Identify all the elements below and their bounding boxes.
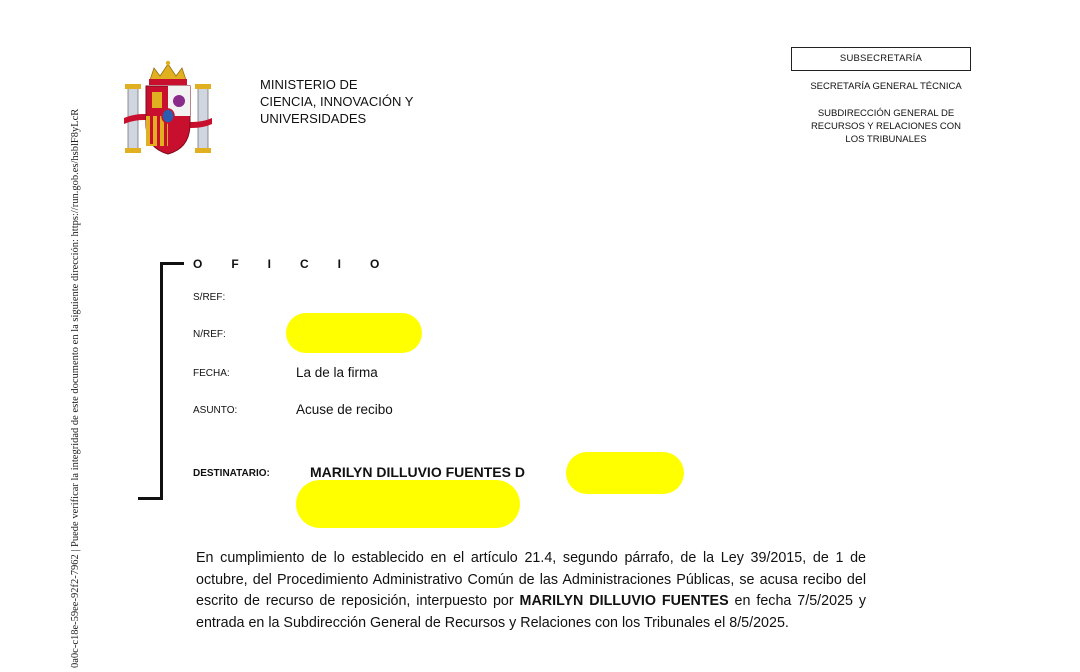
asunto-label: ASUNTO: bbox=[193, 405, 238, 416]
sref-label: S/REF: bbox=[193, 292, 226, 303]
bracket-side-line bbox=[160, 262, 163, 500]
body-paragraph bbox=[196, 548, 866, 634]
subdireccion-line: RECURSOS Y RELACIONES CON bbox=[810, 121, 962, 132]
bracket-top-line bbox=[160, 262, 184, 265]
ministry-line: UNIVERSIDADES bbox=[260, 111, 367, 126]
redaction-mark bbox=[286, 313, 422, 353]
subdireccion-line: SUBDIRECCIÓN GENERAL DE bbox=[817, 108, 955, 119]
destinatario-label: DESTINATARIO: bbox=[193, 468, 270, 479]
nref-label: N/REF: bbox=[193, 329, 226, 340]
coat-of-arms-logo bbox=[122, 58, 214, 158]
bracket-bottom-line bbox=[138, 497, 163, 500]
verification-margin-text: 0a0c-c18e-59ee-92f2-7962 | Puede verificar la integridad de este documento en la siguiente dirección: https://run.gob.es/hsblF8yLcR bbox=[70, 108, 81, 668]
oficio-title: OFICIO bbox=[193, 257, 409, 271]
subsecretaria-box: SUBSECRETARÍA bbox=[791, 47, 971, 71]
secretaria-general: SECRETARÍA GENERAL TÉCNICA bbox=[810, 81, 962, 92]
fecha-value: La de la firma bbox=[296, 365, 378, 380]
fecha-label: FECHA: bbox=[193, 368, 230, 379]
body-text-part1: En cumplimiento de lo establecido en el artículo 21.4, segundo párrafo, de la Ley 39/2015, de 1 de octubre, del Procedimiento Administrativo Común de las Administraciones Públicas, se acusa recibo del escrito de recurso de reposición, interpuesto por bbox=[196, 550, 866, 609]
body-text-part2: en fecha 7/5/2025 y entrada en la Subdirección General de Recursos y Relaciones con los Tribunales el 8/5/2025. bbox=[196, 593, 866, 631]
redaction-mark bbox=[296, 480, 520, 528]
destinatario-value: MARILYN DILLUVIO FUENTES D bbox=[310, 464, 525, 480]
subdireccion-general bbox=[791, 107, 981, 146]
ministry-name bbox=[260, 76, 413, 127]
redaction-mark bbox=[566, 452, 684, 494]
body-interested-name: MARILYN DILLUVIO FUENTES bbox=[519, 593, 729, 609]
asunto-value: Acuse de recibo bbox=[296, 402, 393, 417]
subdireccion-line: LOS TRIBUNALES bbox=[845, 134, 927, 145]
ministry-line: MINISTERIO DE bbox=[260, 77, 358, 92]
ministry-line: CIENCIA, INNOVACIÓN Y bbox=[260, 94, 414, 109]
